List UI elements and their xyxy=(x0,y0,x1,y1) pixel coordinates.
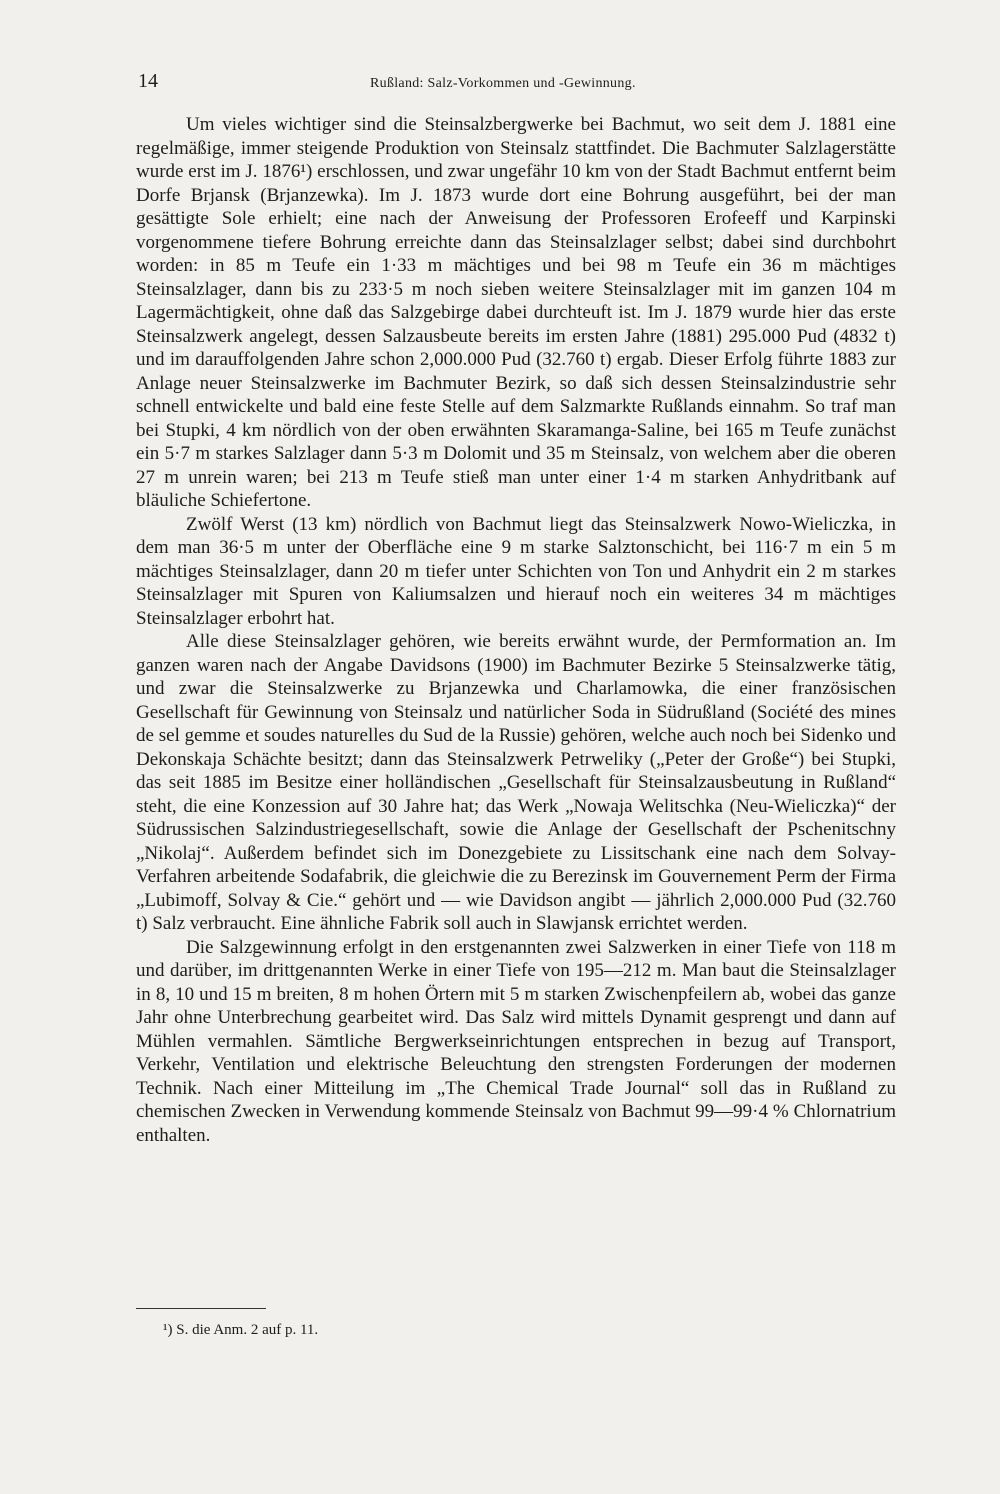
body-text xyxy=(136,113,896,1147)
page-number: 14 xyxy=(138,70,158,92)
page-header xyxy=(138,70,898,98)
footnote-rule xyxy=(136,1308,266,1309)
paragraph: Um vieles wichtiger sind die Steinsalzbergwerke bei Bachmut, wo seit dem J. 1881 eine regelmäßige, immer steigende Produktion von Steinsalz stattfindet. Die Bachmuter Salzlagerstätte wurde erst im J. 1876¹) erschlossen, und zwar ungefähr 10 km von der Stadt Bachmut entfernt beim Dorfe Brjansk (Brjanzewka). Im J. 1873 wurde dort eine Bohrung ausgeführt, bei der man gesättigte Sole erhielt; eine nach der Anweisung der Professoren Erofeeff und Karpinski vorgenommene tiefere Bohrung erreichte dann das Steinsalzlager selbst; dabei sind durchbohrt worden: in 85 m Teufe ein 1·33 m mächtiges und bei 98 m Teufe ein 36 m mächtiges Steinsalzlager, dann bis zu 233·5 m noch sieben weitere Steinsalzlager mit im ganzen 104 m Lagermächtigkeit, ohne daß das Salzgebirge dabei durchteuft ist. Im J. 1879 wurde hier das erste Steinsalzwerk angelegt, dessen Salzausbeute bereits im ersten Jahre (1881) 295.000 Pud (4832 t) und im darauffolgenden Jahre schon 2,000.000 Pud (32.760 t) ergab. Dieser Erfolg führte 1883 zur Anlage neuer Steinsalzwerke im Bachmuter Bezirk, so daß sich dessen Steinsalzindustrie sehr schnell entwickelte und bald eine feste Stelle auf dem Salzmarkte Rußlands einnahm. So traf man bei Stupki, 4 km nördlich von der oben erwähnten Skaramanga-Saline, bei 165 m Teufe zunächst ein 5·7 m starkes Salzlager dann 5·3 m Dolomit und 35 m Steinsalz, von welchem aber die oberen 27 m unrein waren; bei 213 m Teufe stieß man unter einer 1·4 m starken Anhydritbank auf bläuliche Schiefertone. xyxy=(136,114,896,511)
paragraph: Die Salzgewinnung erfolgt in den erstgenannten zwei Salzwerken in einer Tiefe von 118 m und darüber, im drittgenannten Werke in einer Tiefe von 195—212 m. Man baut die Steinsalzlager in 8, 10 und 15 m breiten, 8 m hohen Örtern mit 5 m starken Zwischenpfeilern ab, wobei das ganze Jahr ohne Unterbrechung gearbeitet wird. Das Salz wird mittels Dynamit gesprengt und dann auf Mühlen vermahlen. Sämtliche Bergwerkseinrichtungen entsprechen in bezug auf Transport, Verkehr, Ventilation und elektrische Beleuchtung den strengsten Forderungen der modernen Technik. Nach einer Mitteilung im „The Chemical Trade Journal“ soll das in Rußland zu chemischen Zwecken in Verwendung kommende Steinsalz von Bachmut 99—99·4 % Chlornatrium enthalten. xyxy=(136,936,896,1146)
paragraph: Zwölf Werst (13 km) nördlich von Bachmut liegt das Steinsalzwerk Nowo-Wieliczka, in dem man 36·5 m unter der Oberfläche eine 9 m starke Salztonschicht, bei 116·7 m ein 5 m mächtiges Steinsalzlager, dann 20 m tiefer unter Schichten von Ton und Anhydrit ein 2 m starkes Steinsalzlager mit Spuren von Kaliumsalzen und hierauf noch ein weiteres 34 m mächtiges Steinsalzlager erbohrt hat. xyxy=(136,513,896,629)
running-title: Rußland: Salz-Vorkommen und -Gewinnung. xyxy=(370,76,636,91)
footnote: ¹) S. die Anm. 2 auf p. 11. xyxy=(163,1322,319,1338)
paragraph: Alle diese Steinsalzlager gehören, wie bereits erwähnt wurde, der Permformation an. Im ganzen waren nach der Angabe Davidsons (1900) im Bachmuter Bezirke 5 Steinsalzwerke tätig, und zwar die Steinsalzwerke zu Brjanzewka und Charlamowka, die einer französischen Gesellschaft für Gewinnung von Steinsalz und natürlicher Soda in Südrußland (Société des mines de sel gemme et soudes naturelles du Sud de la Russie) gehören, welche auch noch bei Sidenko und Dekonskaja Schächte besitzt; dann das Steinsalzwerk Petrweliky („Peter der Große“) bei Stupki, das seit 1885 im Besitze einer holländischen „Gesellschaft für Steinsalzausbeutung in Rußland“ steht, die eine Konzession auf 30 Jahre hat; das Werk „Nowaja Welitschka (Neu-Wieliczka)“ der Südrussischen Salzindustriegesellschaft, sowie die Anlage der Gesellschaft der Pschenitschny „Nikolaj“. Außerdem befindet sich im Donezgebiete zu Lissitschank eine nach dem Solvay-Verfahren arbeitende Sodafabrik, die gleichwie die zu Berezinsk im Gouvernement Perm der Firma „Lubimoff, Solvay & Cie.“ gehört und — wie Davidson angibt — jährlich 2,000.000 Pud (32.760 t) Salz verbraucht. Eine ähnliche Fabrik soll auch in Slawjansk errichtet werden. xyxy=(136,631,896,934)
